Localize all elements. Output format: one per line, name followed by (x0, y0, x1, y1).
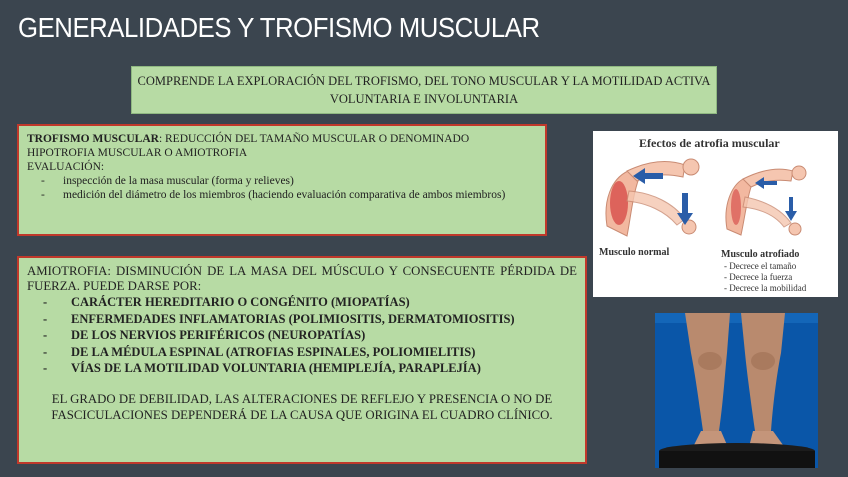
normal-arm-graphic (606, 159, 699, 236)
cause-item: - CARÁCTER HEREDITARIO O CONGÉNITO (MIOPATÍAS) (71, 294, 577, 311)
muscle-atrophy-illustration (593, 131, 838, 297)
causes-list (27, 294, 577, 377)
intro-box: COMPRENDE LA EXPLORACIÓN DEL TROFISMO, DEL TONO MUSCULAR Y LA MOTILIDAD ACTIVA VOLUNTARIA E INVOLUNTARIA (131, 66, 717, 114)
evaluation-item: - inspección de la masa muscular (forma y relieves) (63, 174, 537, 188)
atrophied-muscle-label: Musculo atrofiado (721, 249, 800, 260)
atrophy-drawing (593, 131, 838, 297)
cause-item: - DE LOS NERVIOS PERIFÉRICOS (NEUROPATÍAS) (71, 327, 577, 344)
amiotrofia-definition: AMIOTROFIA: DISMINUCIÓN DE LA MASA DEL MÚSCULO Y CONSECUENTE PÉRDIDA DE FUERZA. PUEDE DARSE POR: (27, 264, 577, 293)
amiotrofia-box (17, 256, 587, 464)
slide-title: GENERALIDADES Y TROFISMO MUSCULAR (18, 12, 540, 43)
evaluation-label: EVALUACIÓN: (27, 161, 105, 173)
effect-item: - Decrece la mobilidad (724, 283, 807, 293)
trofismo-box (17, 124, 547, 236)
atrophied-arm-graphic (726, 166, 806, 235)
trofismo-term: TROFISMO MUSCULAR (27, 133, 159, 145)
cause-item: - ENFERMEDADES INFLAMATORIAS (POLIMIOSITIS, DERMATOMIOSITIS) (71, 311, 577, 328)
legs-photo-drawing (655, 313, 818, 468)
atrophied-legs-photo (655, 313, 818, 468)
trofismo-definition (27, 132, 537, 160)
figure-title: Efectos de atrofia muscular (639, 136, 780, 150)
grade-note: EL GRADO DE DEBILIDAD, LAS ALTERACIONES DE REFLEJO Y PRESENCIA O NO DE FASCICULACIONES DEPENDERÁ DE LA CAUSA QUE ORIGINA EL CUADRO CLÍNICO. (51, 391, 553, 422)
trofismo-definition-text: : REDUCCIÓN DEL TAMAÑO MUSCULAR O DENOMINADO HIPOTROFIA MUSCULAR O AMIOTROFIA (27, 133, 470, 159)
normal-muscle-label: Musculo normal (599, 247, 670, 258)
effect-item: - Decrece la fuerza (724, 272, 793, 282)
cause-item: - DE LA MÉDULA ESPINAL (ATROFIAS ESPINALES, POLIOMIELITIS) (71, 344, 577, 361)
effect-item: - Decrece el tamaño (724, 261, 797, 271)
cause-item: - VÍAS DE LA MOTILIDAD VOLUNTARIA (HEMIPLEJÍA, PARAPLEJÍA) (71, 360, 577, 377)
evaluation-item: - medición del diámetro de los miembros (haciendo evaluación comparativa de ambos miembros) (63, 188, 537, 202)
evaluation-list (27, 174, 537, 202)
